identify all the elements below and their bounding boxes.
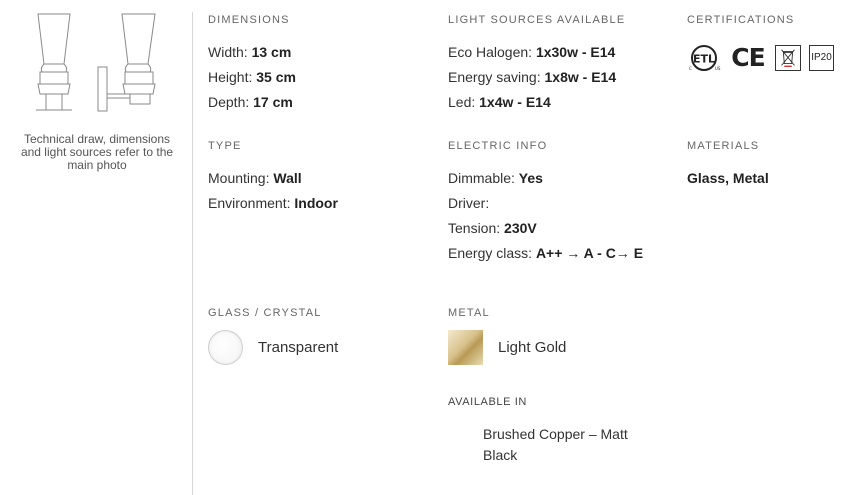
dimension-depth-row — [208, 90, 296, 115]
dimension-height-row — [208, 65, 296, 90]
metal-section — [448, 306, 566, 365]
row-value: 1x4w - E14 — [479, 94, 551, 110]
mounting-row — [208, 166, 338, 191]
row-label: Led: — [448, 94, 476, 110]
driver-row — [448, 191, 643, 216]
environment-row — [208, 191, 338, 216]
glass-swatch[interactable] — [208, 330, 243, 365]
row-value: Indoor — [294, 195, 338, 211]
certification-icons — [687, 43, 834, 72]
row-value: 1x8w - E14 — [544, 69, 617, 85]
row-label: Depth: — [208, 94, 250, 110]
glass-swatch-label: Transparent — [258, 339, 339, 356]
light-source-row — [448, 40, 625, 65]
ce-mark-icon: CE — [731, 43, 765, 72]
svg-text:ETL: ETL — [692, 52, 716, 65]
row-value: 1x30w - E14 — [535, 44, 616, 60]
available-in-section — [448, 396, 663, 466]
etl-listed-icon — [687, 44, 721, 72]
row-label: Energy class: — [448, 245, 533, 261]
row-label: Width: — [208, 44, 248, 60]
available-variant-link[interactable]: Brushed Copper – Matt Black — [483, 426, 628, 463]
row-value: 13 cm — [251, 44, 292, 60]
ip20-rating-icon: IP20 — [809, 45, 834, 71]
technical-drawing-image — [30, 12, 165, 117]
glass-section — [208, 306, 338, 365]
weee-bin-icon — [775, 45, 801, 71]
row-value: Wall — [273, 170, 302, 186]
vertical-divider — [192, 12, 193, 495]
materials-heading: MATERIALS — [687, 140, 760, 152]
tension-row — [448, 216, 643, 241]
row-label: Driver: — [448, 195, 490, 211]
technical-drawing-panel — [0, 0, 193, 495]
row-value: A++ → A - C→ E — [535, 245, 644, 261]
certifications-heading: CERTIFICATIONS — [687, 14, 795, 26]
certifications-section — [687, 13, 834, 72]
row-label: Tension: — [448, 220, 501, 236]
materials-value: Glass, Metal — [687, 170, 769, 186]
type-section — [208, 139, 338, 216]
light-sources-heading: LIGHT SOURCES AVAILABLE — [448, 14, 626, 26]
row-label: Mounting: — [208, 170, 270, 186]
light-sources-section — [448, 13, 625, 115]
row-label: Height: — [208, 69, 253, 85]
row-label: Dimmable: — [448, 170, 515, 186]
row-value: 17 cm — [253, 94, 293, 110]
metal-swatch-label: Light Gold — [498, 339, 567, 356]
light-source-row — [448, 65, 625, 90]
energy-class-row — [448, 241, 643, 266]
drawing-caption: Technical draw, dimensions and light sources refer to the main photo — [20, 132, 174, 172]
dimensions-heading: DIMENSIONS — [208, 14, 290, 26]
metal-heading: METAL — [448, 307, 490, 319]
row-value: 230V — [504, 220, 537, 236]
dimmable-row — [448, 166, 643, 191]
metal-swatch[interactable] — [448, 330, 483, 365]
electric-info-heading: ELECTRIC INFO — [448, 140, 548, 152]
row-label: Eco Halogen: — [448, 44, 533, 60]
available-in-heading: AVAILABLE IN — [448, 396, 527, 408]
row-value: Yes — [518, 170, 543, 186]
dimension-width-row — [208, 40, 296, 65]
svg-text:C: C — [689, 65, 692, 71]
row-label: Environment: — [208, 195, 291, 211]
light-source-row — [448, 90, 625, 115]
electric-info-section — [448, 139, 643, 266]
type-heading: TYPE — [208, 140, 242, 152]
glass-heading: GLASS / CRYSTAL — [208, 307, 322, 319]
materials-section — [687, 139, 769, 191]
row-value: 35 cm — [256, 69, 296, 85]
row-label: Energy saving: — [448, 69, 541, 85]
svg-text:US: US — [715, 65, 721, 71]
dimensions-section — [208, 13, 296, 115]
